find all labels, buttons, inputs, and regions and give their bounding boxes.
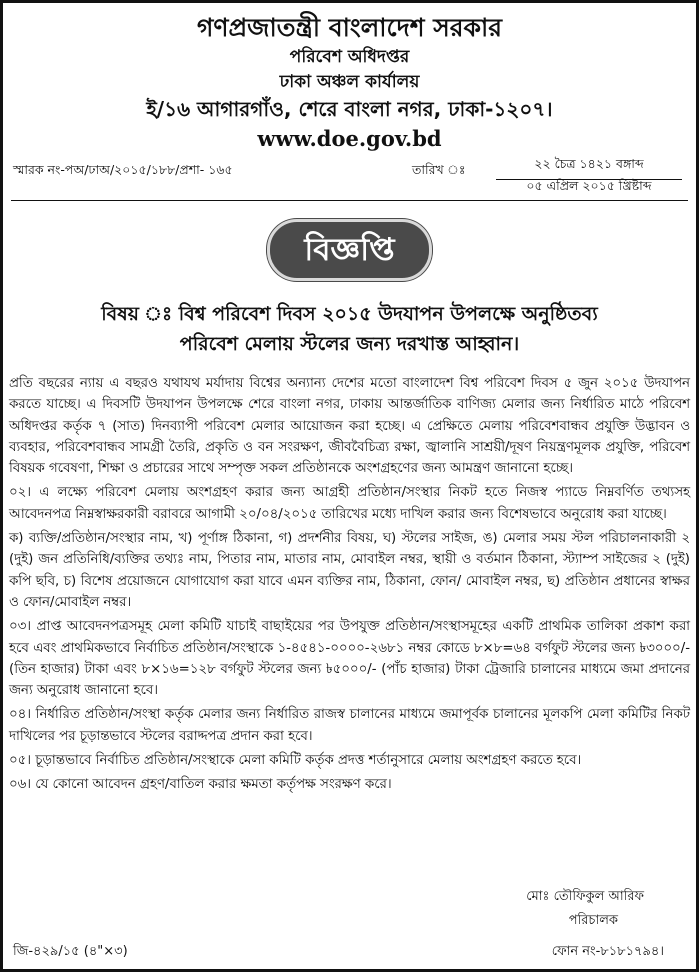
reference-row <box>13 156 686 200</box>
publication-code: জি-৪২৯/১৫ (৪"×৩) <box>13 944 128 959</box>
header-divider <box>11 200 688 201</box>
footer <box>13 885 686 965</box>
signatory-name: মোঃ তৌফিকুল আরিফ <box>526 889 644 904</box>
subject-line-2: পরিবেশ মেলায় স্টলের জন্য দরখাস্ত আহ্বান। <box>179 333 520 355</box>
office-name: ঢাকা অঞ্চল কার্যালয় <box>279 72 420 92</box>
paragraph-06: ০৬। যে কোনো আবেদন গ্রহণ/বাতিল করার ক্ষমতা কর্তৃপক্ষ সংরক্ষণ করে। <box>9 777 392 793</box>
paragraph-05: ০৫। চূড়ান্তভাবে নির্বাচিত প্রতিষ্ঠান/সংস্থাকে মেলা কমিটি কর্তৃক প্রদত্ত শর্তানুসারে মেলায় অংশগ্রহণ করতে হবে। <box>9 753 582 769</box>
subject-line-1: বিষয় ঃ বিশ্ব পরিবেশ দিবস ২০১৫ উদযাপন উপলক্ষে অনুষ্ঠিতব্য <box>101 303 598 325</box>
notice-badge: বিজ্ঞপ্তি <box>267 219 431 281</box>
notice-body <box>3 373 696 796</box>
website-url: www.doe.gov.bd <box>257 126 442 151</box>
date-label: তারিখ ঃ <box>412 162 466 177</box>
paragraph-03: ০৩। প্রাপ্ত আবেদনপত্রসমূহ মেলা কমিটি যাচাই বাছাইয়ের পর উপযুক্ত প্রতিষ্ঠান/সংস্থাসমূহের একটি প্রাথমিক তালিকা প্রকাশ করা হবে এবং প্রাথমিকভাবে নির্বাচিত প্রতিষ্ঠান/সংস্থাকে ১-৪৫৪১-০০০০-২৬৮১ নম্বর কোডে ৮×৮=৬৪ বর্গফুট স্টলের জন্য ৳৩০০০/- (তিন হাজার) টাকা এবং ৮×১৬=১২৮ বর্গফুট স্টলের জন্য ৳৫০০০/- (পাঁচ হাজার) টাকা ট্রেজারি চালানের মাধ্যমে জমা প্রদানের জন্য অনুরোধ জানানো হবে। <box>9 619 690 699</box>
office-address: ই/১৬ আগারগাঁও, শেরে বাংলা নগর, ঢাকা-১২০৭। <box>146 97 553 121</box>
paragraph-04: ০৪। নির্ধারিত প্রতিষ্ঠান/সংস্থা কর্তৃক মেলার জন্য নির্ধারিত রাজস্ব চালানের মাধ্যমে জমাপূর্বক চালানের মূলকপি মেলা কমিটির নিকট দাখিলের পর চূড়ান্তভাবে স্টলের বরাদ্দপত্র প্রদান করা হবে। <box>9 707 690 744</box>
letterhead <box>3 3 696 154</box>
paragraph-intro: প্রতি বছরের ন্যায় এ বছরও যথাযথ মর্যাদায় বিশ্বের অন্যান্য দেশের মতো বাংলাদেশ বিশ্ব পরিবেশ দিবস ৫ জুন ২০১৫ উদযাপন করতে যাচ্ছে। এ দিবসটি উদযাপন উপলক্ষে শেরে বাংলা নগর, ঢাকায় আন্তর্জাতিক বাণিজ্য মেলার জন্য নির্ধারিত মাঠে পরিবেশ অধিদপ্তর কর্তৃক ৭ (সাত) দিনব্যাপী পরিবেশ মেলার আয়োজন করা হচ্ছে। এ প্রেক্ষিতে মেলায় পরিবেশবান্ধব প্রযুক্তি উদ্ভাবন ও ব্যবহার, পরিবেশবান্ধব সামগ্রী তৈরি, প্রকৃতি ও বন সংরক্ষণ, জীববৈচিত্র্য রক্ষা, জ্বালানি সাশ্রয়ী/দূষণ নিয়ন্ত্রণমূলক প্রযুক্তি, পরিবেশ বিষয়ক গবেষণা, শিক্ষা ও প্রচারের সাথে সম্পৃক্ত সকল প্রতিষ্ঠানকে অংশগ্রহণের জন্য আমন্ত্রণ জানানো হচ্ছে। <box>9 376 690 477</box>
subject <box>3 299 696 359</box>
government-title: গণপ্রজাতন্ত্রী বাংলাদেশ সরকার <box>197 13 502 42</box>
date-bangla: ২২ চৈত্র ১৪২১ বঙ্গাব্দ <box>496 156 682 180</box>
date-gregorian: ০৫ এপ্রিল ২০১৫ খ্রিষ্টাব্দ <box>526 178 652 193</box>
department-name: পরিবেশ অধিদপ্তর <box>289 47 410 67</box>
paragraph-02: ০২। এ লক্ষ্যে পরিবেশ মেলায় অংশগ্রহণ করার জন্য আগ্রহী প্রতিষ্ঠান/সংস্থার নিকট হতে নিজস্ব প্যাডে নিম্নবর্ণিত তথ্যসহ আবেদনপত্র নিম্নস্বাক্ষরকারী বরাবরে আগামী ২০/০৪/২০১৫ তারিখের মধ্যে দাখিল করার জন্য বিশেষভাবে অনুরোধ করা যাচ্ছে। <box>9 485 690 522</box>
notice-badge-wrap <box>3 219 696 277</box>
signatory-title: পরিচালক <box>568 913 618 928</box>
signatory-phone: ফোন নং-৮১৮১৭৯৪। <box>551 944 664 959</box>
memo-number: স্মারক নং-পঅ/ঢাঅ/২০১৫/১৮৮/প্রশা- ১৬৫ <box>13 162 233 177</box>
paragraph-requirements: ক) ব্যক্তি/প্রতিষ্ঠান/সংস্থার নাম, খ) পূর্ণাঙ্গ ঠিকানা, গ) প্রদর্শনীর বিষয়, ঘ) স্টলের সাইজ, ঙ) মেলার সময় স্টল পরিচালনাকারী ২ (দুই) জন প্রতিনিধি/ব্যক্তির তথ্যঃ নাম, পিতার নাম, মাতার নাম, মোবাইল নম্বর, স্থায়ী ও বর্তমান ঠিকানা, স্ট্যাম্প সাইজের ২ (দুই) কপি ছবি, চ) বিশেষ প্রয়োজনে যোগাযোগ করা যাবে এমন ব্যক্তির নাম, ঠিকানা, ফোন/ মোবাইল নম্বর, ছ) প্রতিষ্ঠান প্রধানের স্বাক্ষর ও ফোন/মোবাইল নম্বর। <box>9 531 690 610</box>
